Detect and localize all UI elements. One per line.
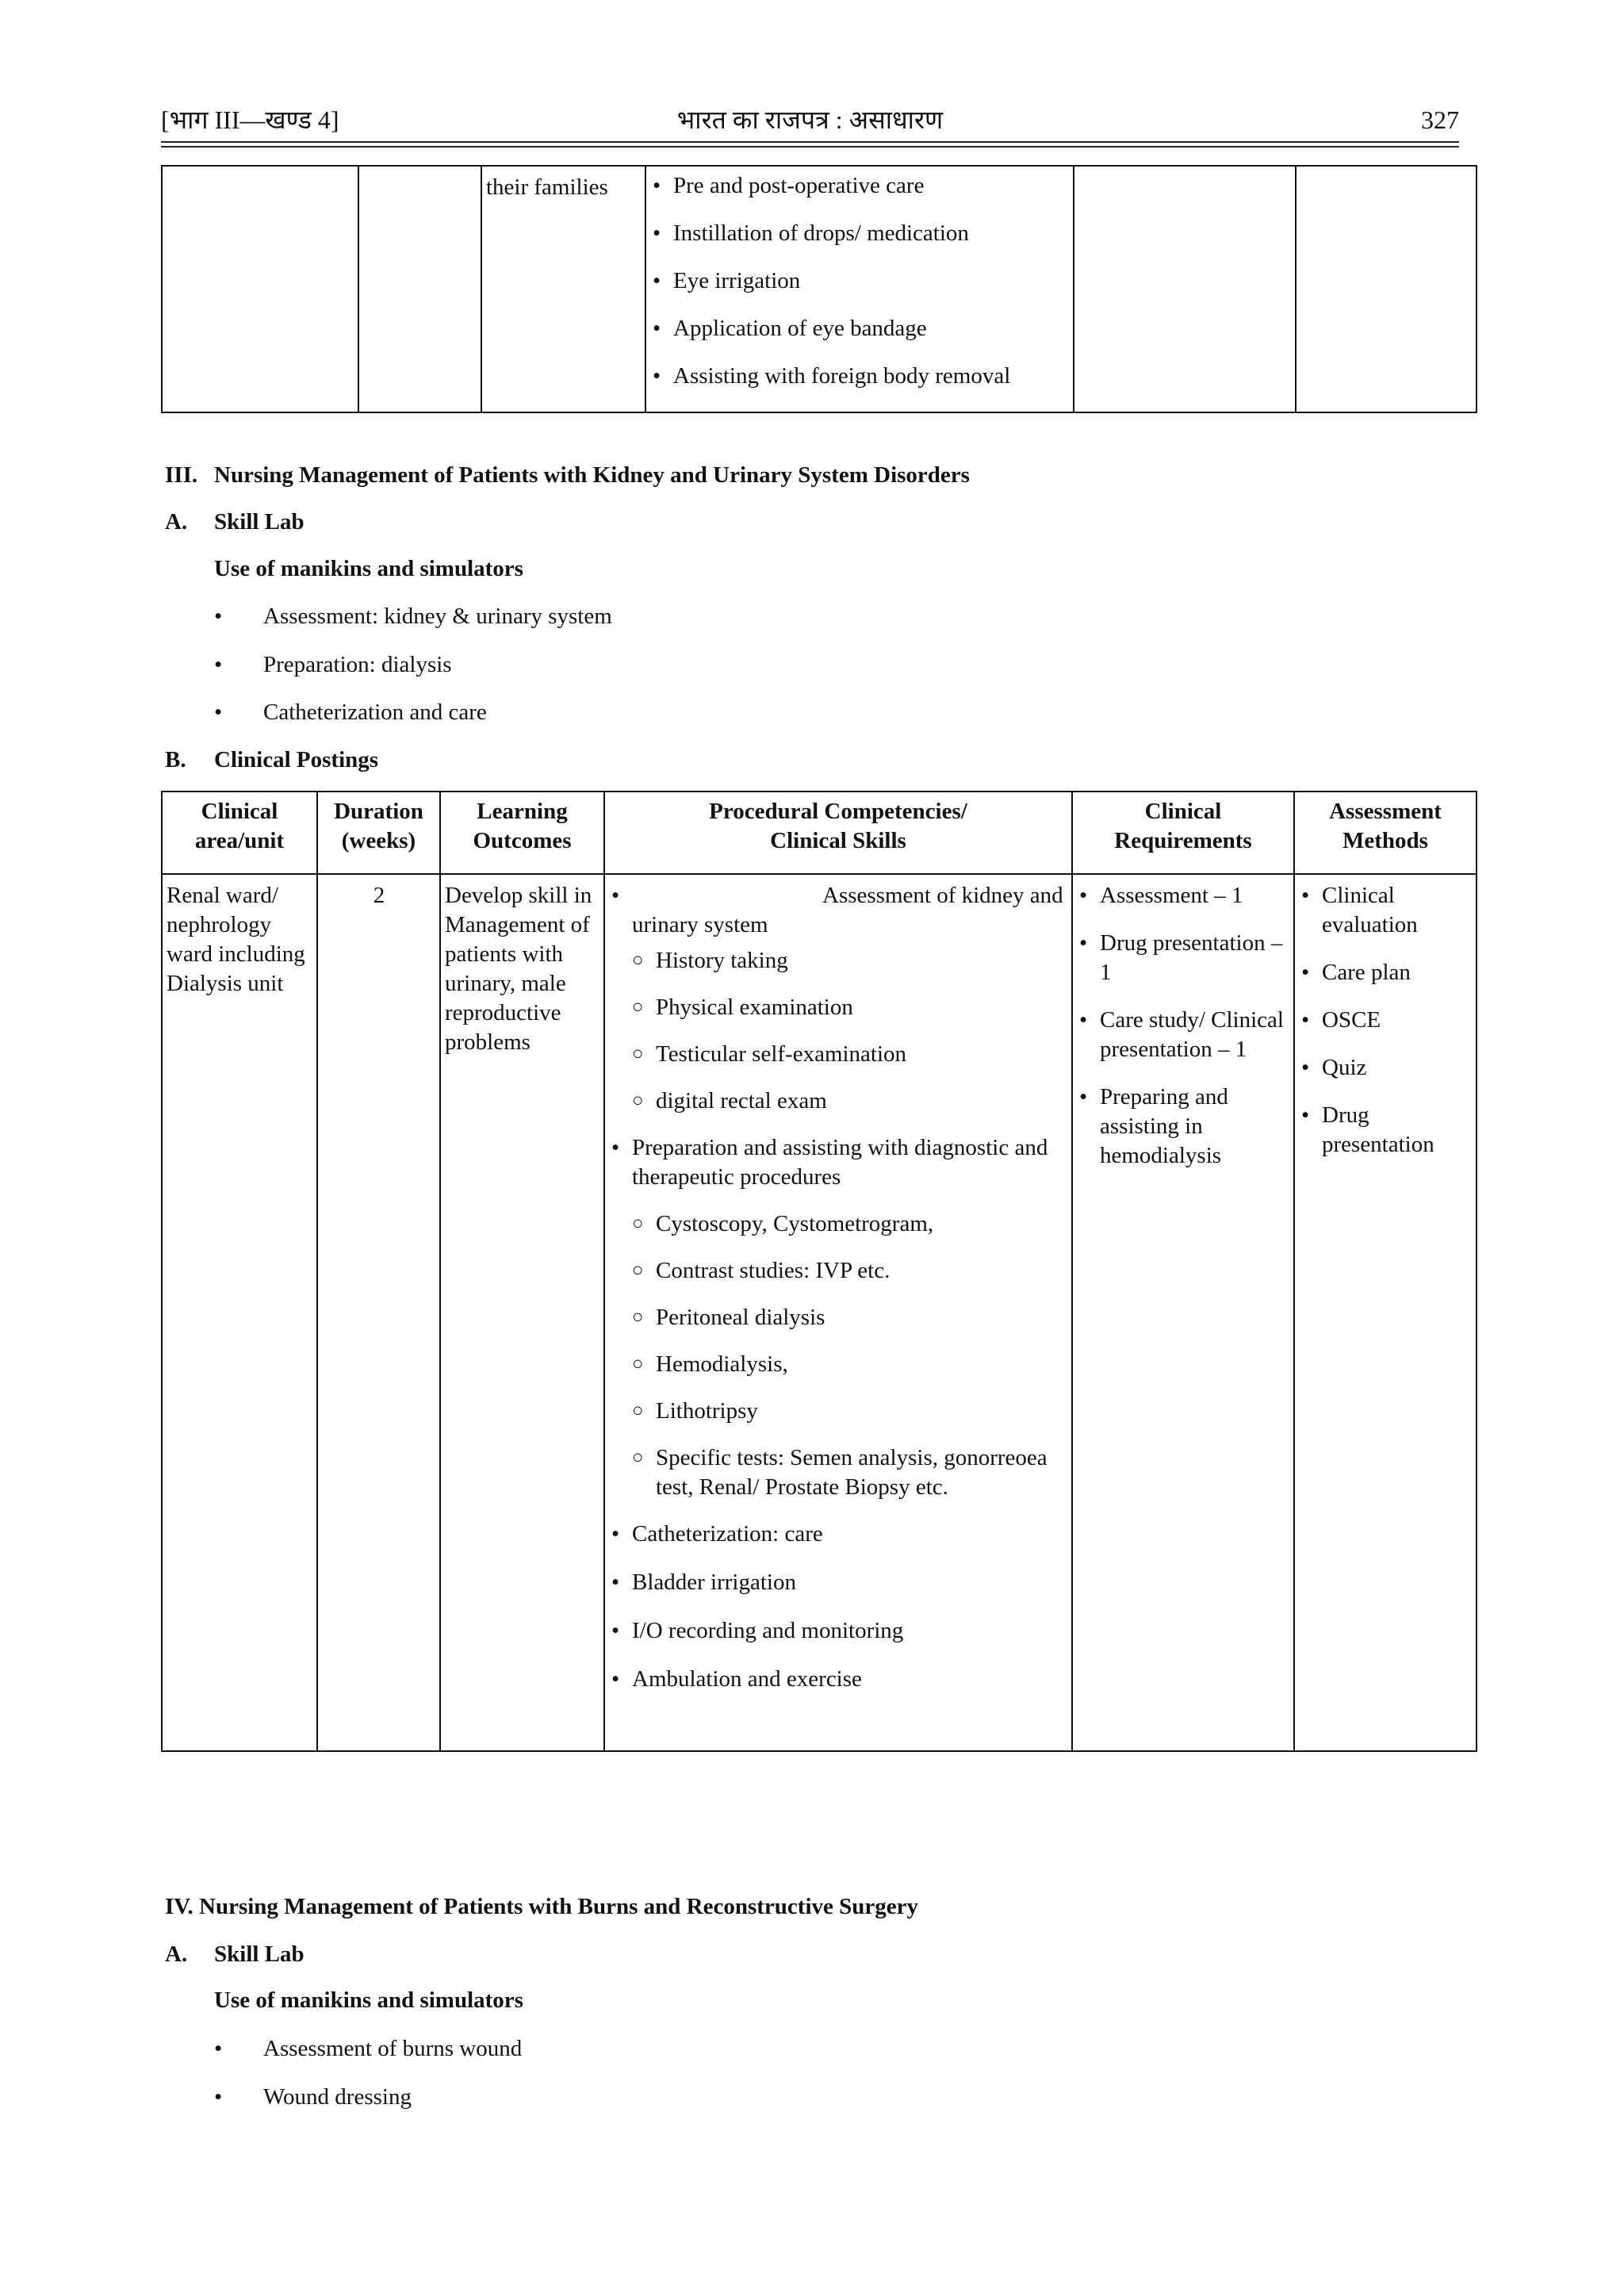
area-cell — [162, 874, 317, 1751]
sub-list — [632, 1209, 1071, 1502]
header-line: Outcomes — [473, 828, 572, 853]
outcomes-text: Develop skill in Management of patients with urinary, male reproductive problems — [445, 883, 592, 1055]
header-rule-top — [161, 141, 1459, 143]
header-line: area/unit — [194, 828, 285, 853]
bullet-text: Catheterization and care — [263, 700, 487, 725]
bullet-item — [214, 2034, 522, 2064]
sub-list — [632, 946, 1071, 1116]
list-item: • Drug presentation – 1 — [1073, 929, 1293, 987]
column-header-area — [162, 792, 317, 874]
table-cell-empty — [358, 166, 481, 412]
header-rule-bottom — [161, 146, 1459, 148]
sub-list-item: ○ Physical examination — [632, 993, 1071, 1022]
header-gazette-title: भारत का राजपत्र : असाधारण — [676, 105, 944, 134]
header-line: Duration — [334, 799, 423, 824]
bullet-icon: • — [214, 604, 223, 629]
list-item: • Drug presentation — [1295, 1101, 1476, 1159]
list-item — [605, 881, 1071, 1116]
skills-cell — [604, 874, 1072, 1751]
requirements-list — [1073, 881, 1293, 1171]
list-item: • Catheterization: care — [605, 1520, 1071, 1549]
page-header — [161, 102, 1459, 138]
list-item-text: • Preparation and assisting with diagnostic and therapeutic procedures — [632, 1135, 1048, 1190]
page-number: 327 — [1421, 105, 1459, 134]
section-title: Nursing Management of Patients with Burns and Reconstructive Surgery — [199, 1894, 919, 1919]
table-cell-empty — [1074, 166, 1296, 412]
header-line: Clinical — [1144, 799, 1222, 824]
section-title: Nursing Management of Patients with Kidney and Urinary System Disorders — [214, 462, 970, 488]
sub-list-item: ○ History taking — [632, 946, 1071, 976]
list-item: • Assisting with foreign body removal — [646, 362, 1073, 391]
subsection-heading — [165, 746, 378, 775]
header-line: Clinical Skills — [770, 828, 906, 853]
outcomes-cell — [440, 874, 604, 1751]
header-line: Requirements — [1114, 828, 1252, 853]
section-heading — [165, 461, 970, 490]
subsection-heading — [165, 508, 304, 537]
header-line: Methods — [1342, 828, 1428, 853]
list-item-text: • Assessment of kidney and urinary system — [632, 883, 1063, 937]
sub-list-item: ○ Specific tests: Semen analysis, gonorreoea test, Renal/ Prostate Biopsy etc. — [632, 1443, 1071, 1502]
bullet-text: Preparation: dialysis — [263, 652, 452, 677]
table-header-row — [162, 792, 1477, 874]
section-number: III. — [165, 462, 198, 488]
bullet-icon: • — [214, 700, 223, 725]
list-item: • Assessment – 1 — [1073, 881, 1293, 910]
column-header-outcomes — [440, 792, 604, 874]
duration-cell — [317, 874, 440, 1751]
table-row — [162, 874, 1477, 1751]
learning-outcomes-cell — [481, 166, 645, 412]
table-cell-empty — [162, 166, 358, 412]
skills-list — [605, 881, 1071, 1694]
list-item: • Bladder irrigation — [605, 1568, 1071, 1597]
list-item: • Care plan — [1295, 958, 1476, 987]
header-line: Procedural Competencies/ — [709, 799, 967, 824]
bullet-item — [214, 698, 487, 727]
list-item: • Ambulation and exercise — [605, 1665, 1071, 1694]
sub-list-item: ○ Contrast studies: IVP etc. — [632, 1256, 1071, 1286]
subsection-letter: A. — [165, 1941, 188, 1967]
list-item: • I/O recording and monitoring — [605, 1616, 1071, 1646]
list-item: • OSCE — [1295, 1006, 1476, 1035]
area-text: Renal ward/ nephrology ward including Dialysis unit — [167, 883, 305, 996]
header-line: Learning — [477, 799, 568, 824]
bullet-icon: • — [214, 2084, 223, 2110]
requirements-cell — [1072, 874, 1294, 1751]
column-header-skills — [604, 792, 1072, 874]
sub-list-item: ○ Hemodialysis, — [632, 1350, 1071, 1379]
list-item: • Quiz — [1295, 1053, 1476, 1083]
sub-list-item: ○ Peritoneal dialysis — [632, 1303, 1071, 1332]
header-part-label: [भाग III—खण्ड 4] — [161, 105, 339, 134]
column-header-duration — [317, 792, 440, 874]
section-heading — [165, 1892, 918, 1922]
bullet-text: Wound dressing — [263, 2084, 412, 2110]
list-item: • Instillation of drops/ medication — [646, 219, 1073, 248]
section-number: IV. — [165, 1894, 193, 1919]
bullet-icon: • — [214, 652, 223, 677]
list-item: • Preparing and assisting in hemodialysis — [1073, 1083, 1293, 1171]
sub-list-item: ○ Lithotripsy — [632, 1397, 1071, 1426]
skills-list — [646, 171, 1073, 391]
bullet-icon: • — [214, 2036, 223, 2061]
sub-list-item: ○ Testicular self-examination — [632, 1040, 1071, 1069]
subsection-title: Skill Lab — [214, 1941, 304, 1967]
header-line: (weeks) — [341, 828, 416, 853]
sub-list-item: ○ digital rectal exam — [632, 1087, 1071, 1116]
clinical-postings-table — [161, 791, 1477, 1752]
bullet-item — [214, 2083, 412, 2112]
subsection-title: Clinical Postings — [214, 747, 379, 772]
list-item: • Application of eye bandage — [646, 314, 1073, 343]
list-item: • Pre and post-operative care — [646, 171, 1073, 201]
subsection-heading — [165, 1940, 304, 1969]
subsection-letter: A. — [165, 509, 188, 535]
list-item — [605, 1133, 1071, 1502]
skill-lab-subtitle: Use of manikins and simulators — [214, 1987, 523, 2013]
subsection-letter: B. — [165, 747, 186, 772]
duration-text: 2 — [373, 883, 385, 908]
subsection-title: Skill Lab — [214, 509, 304, 535]
header-line: Clinical — [201, 799, 278, 824]
bullet-text: Assessment of burns wound — [263, 2036, 523, 2061]
bullet-text: Assessment: kidney & urinary system — [263, 604, 612, 629]
table-cell-empty — [1296, 166, 1477, 412]
sub-list-item: ○ Cystoscopy, Cystometrogram, — [632, 1209, 1071, 1239]
assessment-methods-cell — [1294, 874, 1477, 1751]
skills-cell — [645, 166, 1074, 412]
skill-lab-subtitle: Use of manikins and simulators — [214, 556, 523, 581]
assessment-methods-list — [1295, 881, 1476, 1159]
header-line: Assessment — [1329, 799, 1442, 824]
list-item: • Clinical evaluation — [1295, 881, 1476, 940]
column-header-assessment — [1294, 792, 1477, 874]
continued-table — [161, 165, 1477, 413]
column-header-requirements — [1072, 792, 1294, 874]
table-row — [162, 166, 1477, 412]
list-item: • Care study/ Clinical presentation – 1 — [1073, 1006, 1293, 1064]
bullet-item — [214, 602, 612, 631]
bullet-item — [214, 650, 452, 680]
list-item: • Eye irrigation — [646, 266, 1073, 296]
learning-outcomes-text: their families — [486, 174, 608, 200]
